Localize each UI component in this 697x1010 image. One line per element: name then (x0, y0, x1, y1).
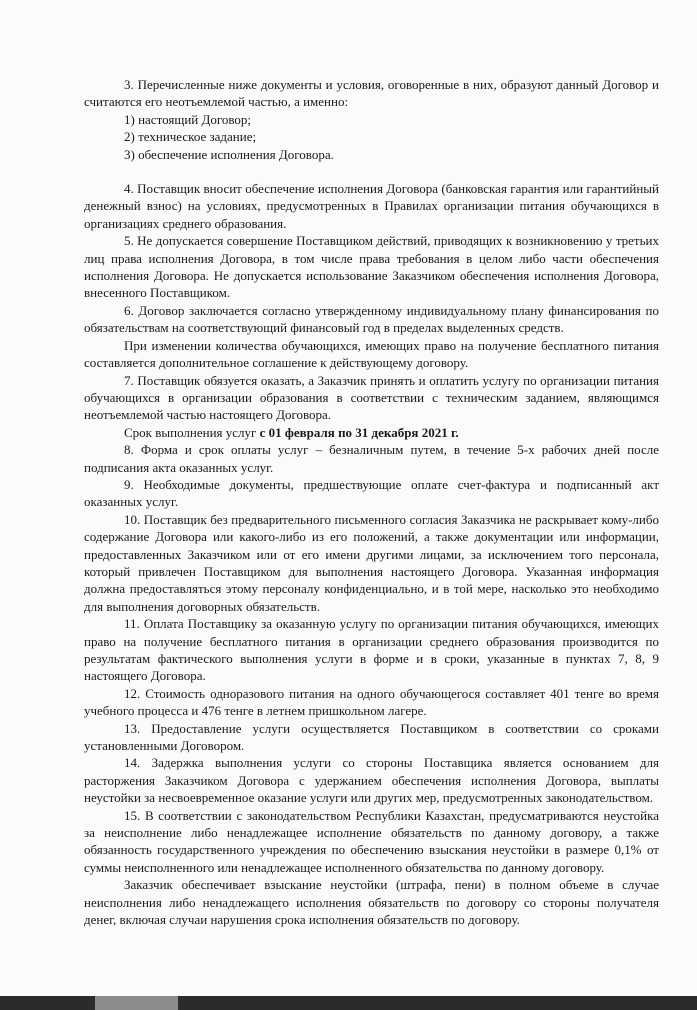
clause-13: 13. Предоставление услуги осуществляется Поставщиком в соответствии со сроками установленными Договором. (84, 720, 659, 754)
document-body (84, 76, 659, 929)
clause-3-item-2: 2) техническое задание; (124, 129, 257, 145)
clause-12: 12. Стоимость одноразового питания на одного обучающегося составляет 401 тенге во время учебного процесса и 476 тенге в летнем пришкольном лагере. (84, 685, 659, 719)
bottom-scrollbar[interactable] (0, 996, 697, 1010)
clause-15-note: Заказчик обеспечивает взыскание неустойки (штрафа, пени) в полном объеме в случае неисполнения либо ненадлежащего исполнения обязательств по договору со стороны получателя денег, включая случаи нарушения срока исполнения обязательств по договору. (84, 877, 659, 928)
spacer (84, 163, 659, 180)
clause-5: 5. Не допускается совершение Поставщиком действий, приводящих к возникновению у третьих лиц права исполнения Договора, в том числе права требования в целом либо части обеспечения исполнения Договора. Не допускается использование Заказчиком обеспечения исполнения Договора, внесенного Поставщиком. (84, 233, 659, 301)
clause-6-note: При изменении количества обучающихся, имеющих право на получение бесплатного питания составляется дополнительное соглашение к действующему договору. (84, 337, 659, 371)
clause-15: 15. В соответствии с законодательством Республики Казахстан, предусматриваются неустойка за неисполнение либо ненадлежащее исполнение обязательств по данному договору, а также обязанность государственного учреждения по обеспечению взыскания неустойки в размере 0,1% от суммы неисполненного или ненадлежащее исполненного обязательства по данному договору. (84, 807, 659, 875)
clause-7-term (84, 424, 659, 441)
clause-10: 10. Поставщик без предварительного письменного согласия Заказчика не раскрывает кому-либо содержание Договора или какого-либо из его положений, а также документации или информации, предоставленных Заказчиком или от его имени другими лицами, за исключением того персонала, который привлечен Поставщиком для выполнения настоящего Договора. Указанная информация должна предоставляться этому персоналу конфиденциально, и в той мере, насколько это необходимо для выполнения договорных обязательств. (84, 511, 659, 614)
clause-3-item-1: 1) настоящий Договор; (124, 111, 252, 127)
clause-14: 14. Задержка выполнения услуги со стороны Поставщика является основанием для расторжения Заказчиком Договора с удержанием обеспечения исполнения Договора, выплаты неустойки за несвоевременное оказание услуги или других мер, предусмотренных законодательством. (84, 755, 659, 806)
clause-11: 11. Оплата Поставщику за оказанную услугу по организации питания обучающихся, имеющих право на получение бесплатного питания в организации среднего образования производится по результатам фактического выполнения услуги в форме и в сроки, указанные в пунктах 7, 8, 9 настоящего Договора. (84, 616, 659, 684)
clause-6: 6. Договор заключается согласно утвержденному индивидуальному плану финансирования по обязательствам на соответствующий финансовый год в пределах выделенных средств. (84, 302, 659, 336)
clause-7: 7. Поставщик обязуется оказать, а Заказчик принять и оплатить услугу по организации питания обучающихся в организации образования в соответствии с техническим заданием, являющимся неотъемлемой частью настоящего Договора. (84, 372, 659, 423)
scrollbar-thumb[interactable] (95, 996, 178, 1010)
term-label: Срок выполнения услуг (124, 424, 260, 440)
term-dates: с 01 февраля по 31 декабря 2021 г. (259, 424, 459, 440)
clause-4: 4. Поставщик вносит обеспечение исполнения Договора (банковская гарантия или гарантийный денежный взнос) на условиях, предусмотренных в Правилах организации питания обучающихся в организациях среднего образования. (84, 181, 659, 231)
clause-3: 3. Перечисленные ниже документы и условия, оговоренные в них, образуют данный Договор и считаются его неотъемлемой частью, а именно: (84, 77, 659, 110)
clause-8: 8. Форма и срок оплаты услуг – безналичным путем, в течение 5-х рабочих дней после подписания акта оказанных услуг. (84, 442, 659, 475)
clause-9: 9. Необходимые документы, предшествующие оплате счет-фактура и подписанный акт оказанных услуг. (84, 476, 659, 510)
clause-3-item-3: 3) обеспечение исполнения Договора. (124, 146, 334, 162)
